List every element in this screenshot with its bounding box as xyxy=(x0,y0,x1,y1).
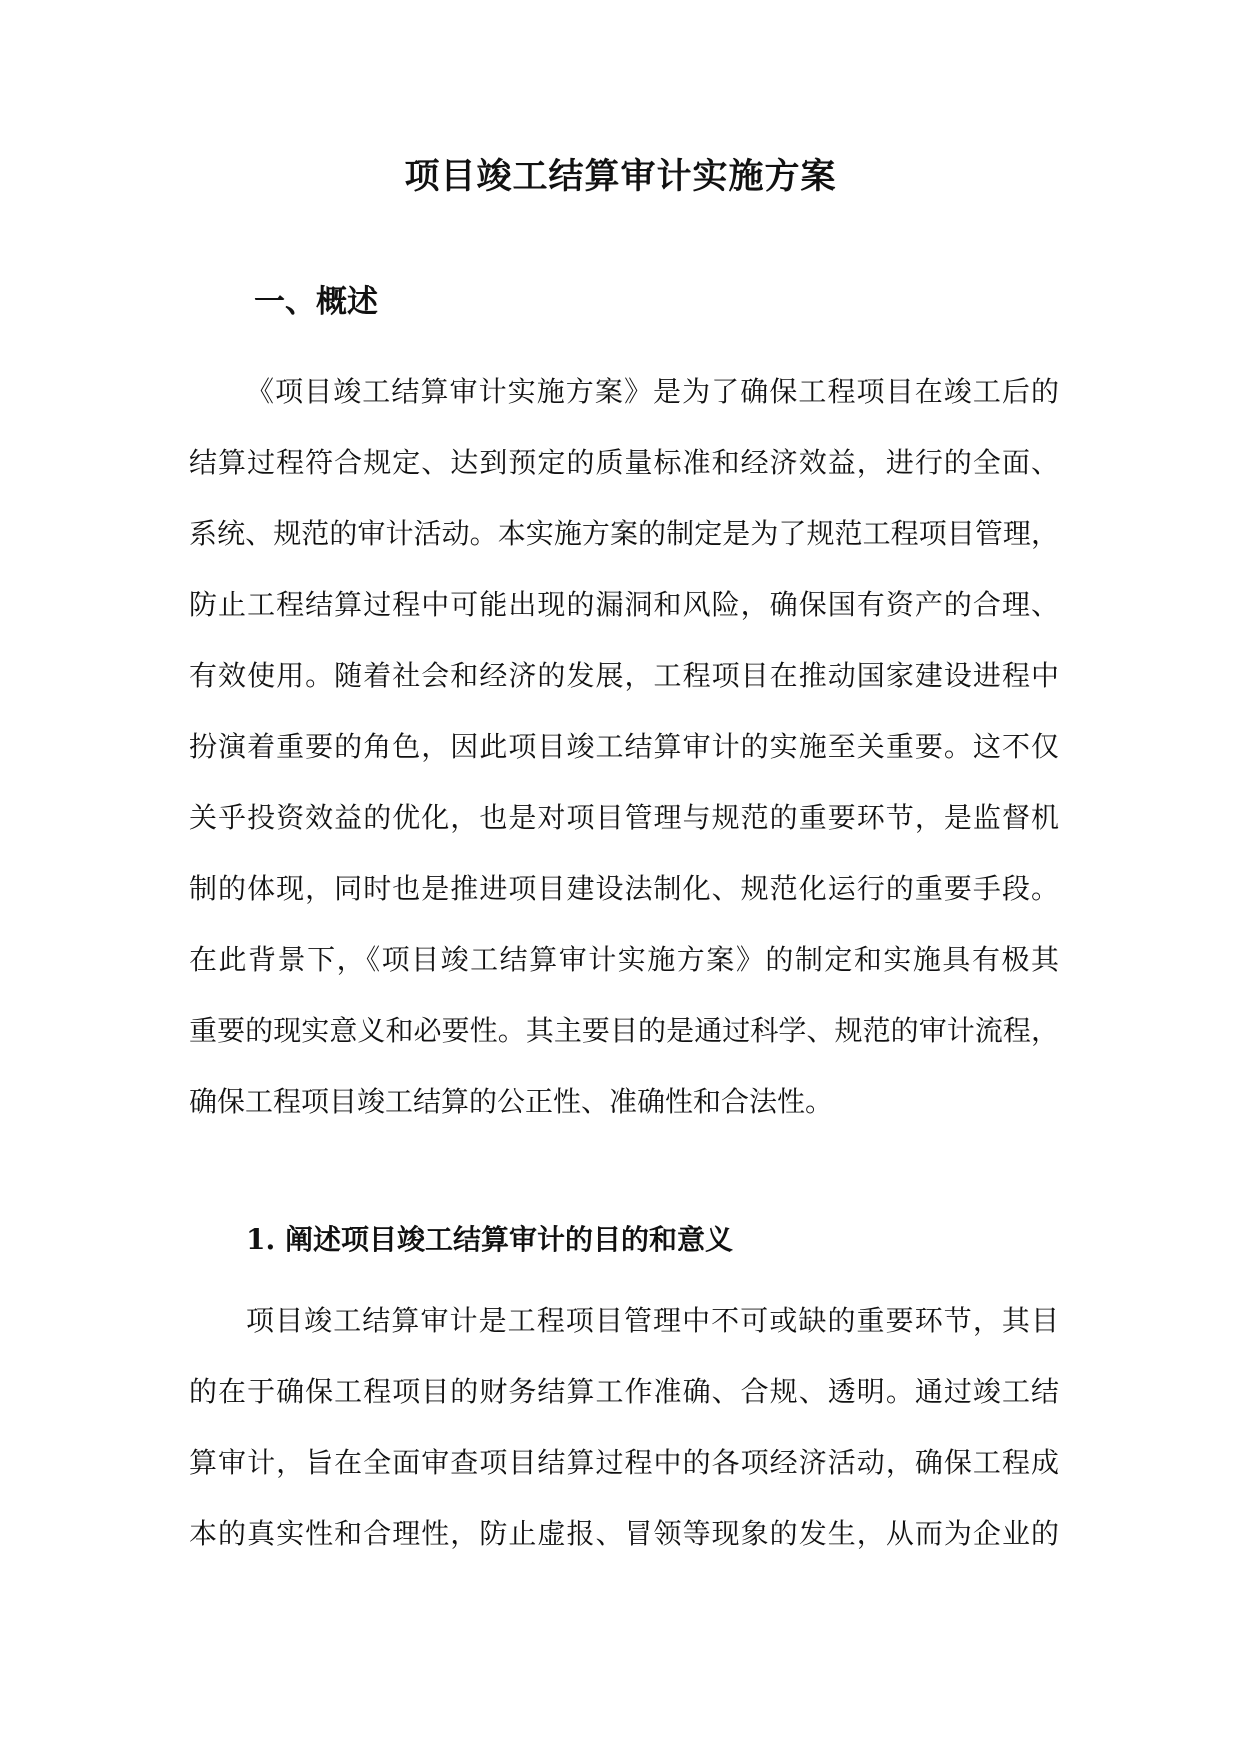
paragraph-line: 系统、规范的审计活动。本实施方案的制定是为了规范工程项目管理， xyxy=(189,517,1059,550)
paragraph-line: 重要的现实意义和必要性。其主要目的是通过科学、规范的审计流程， xyxy=(189,1014,1059,1047)
paragraph-line: 的在于确保工程项目的财务结算工作准确、合规、透明。通过竣工结 xyxy=(189,1375,1059,1408)
purpose-paragraph xyxy=(189,1285,1059,1569)
paragraph-line: 扮演着重要的角色，因此项目竣工结算审计的实施至关重要。这不仅 xyxy=(189,730,1059,763)
paragraph-line: 有效使用。随着社会和经济的发展，工程项目在推动国家建设进程中 xyxy=(189,659,1059,692)
overview-paragraph xyxy=(189,356,1059,1137)
paragraph-line: 算审计，旨在全面审查项目结算过程中的各项经济活动，确保工程成 xyxy=(189,1446,1059,1479)
paragraph-line: 防止工程结算过程中可能出现的漏洞和风险，确保国有资产的合理、 xyxy=(189,588,1059,621)
paragraph-line: 制的体现，同时也是推进项目建设法制化、规范化运行的重要手段。 xyxy=(189,872,1059,905)
paragraph-line: 本的真实性和合理性，防止虚报、冒领等现象的发生，从而为企业的 xyxy=(189,1517,1059,1550)
paragraph-line: 确保工程项目竣工结算的公正性、准确性和合法性。 xyxy=(189,1085,834,1118)
paragraph-line: 关乎投资效益的优化，也是对项目管理与规范的重要环节，是监督机 xyxy=(189,801,1059,834)
paragraph-line: 结算过程符合规定、达到预定的质量标准和经济效益，进行的全面、 xyxy=(189,446,1059,479)
document-title: 项目竣工结算审计实施方案 xyxy=(404,156,837,197)
paragraph-line: 《项目竣工结算审计实施方案》是为了确保工程项目在竣工后的 xyxy=(246,375,1059,408)
paragraph-line: 项目竣工结算审计是工程项目管理中不可或缺的重要环节，其目 xyxy=(246,1304,1059,1337)
paragraph-line: 在此背景下，《项目竣工结算审计实施方案》的制定和实施具有极其 xyxy=(189,943,1059,976)
subsection-heading-purpose: 1. 阐述项目竣工结算审计的目的和意义 xyxy=(246,1223,733,1256)
section-heading-overview: 一、概述 xyxy=(254,284,378,320)
